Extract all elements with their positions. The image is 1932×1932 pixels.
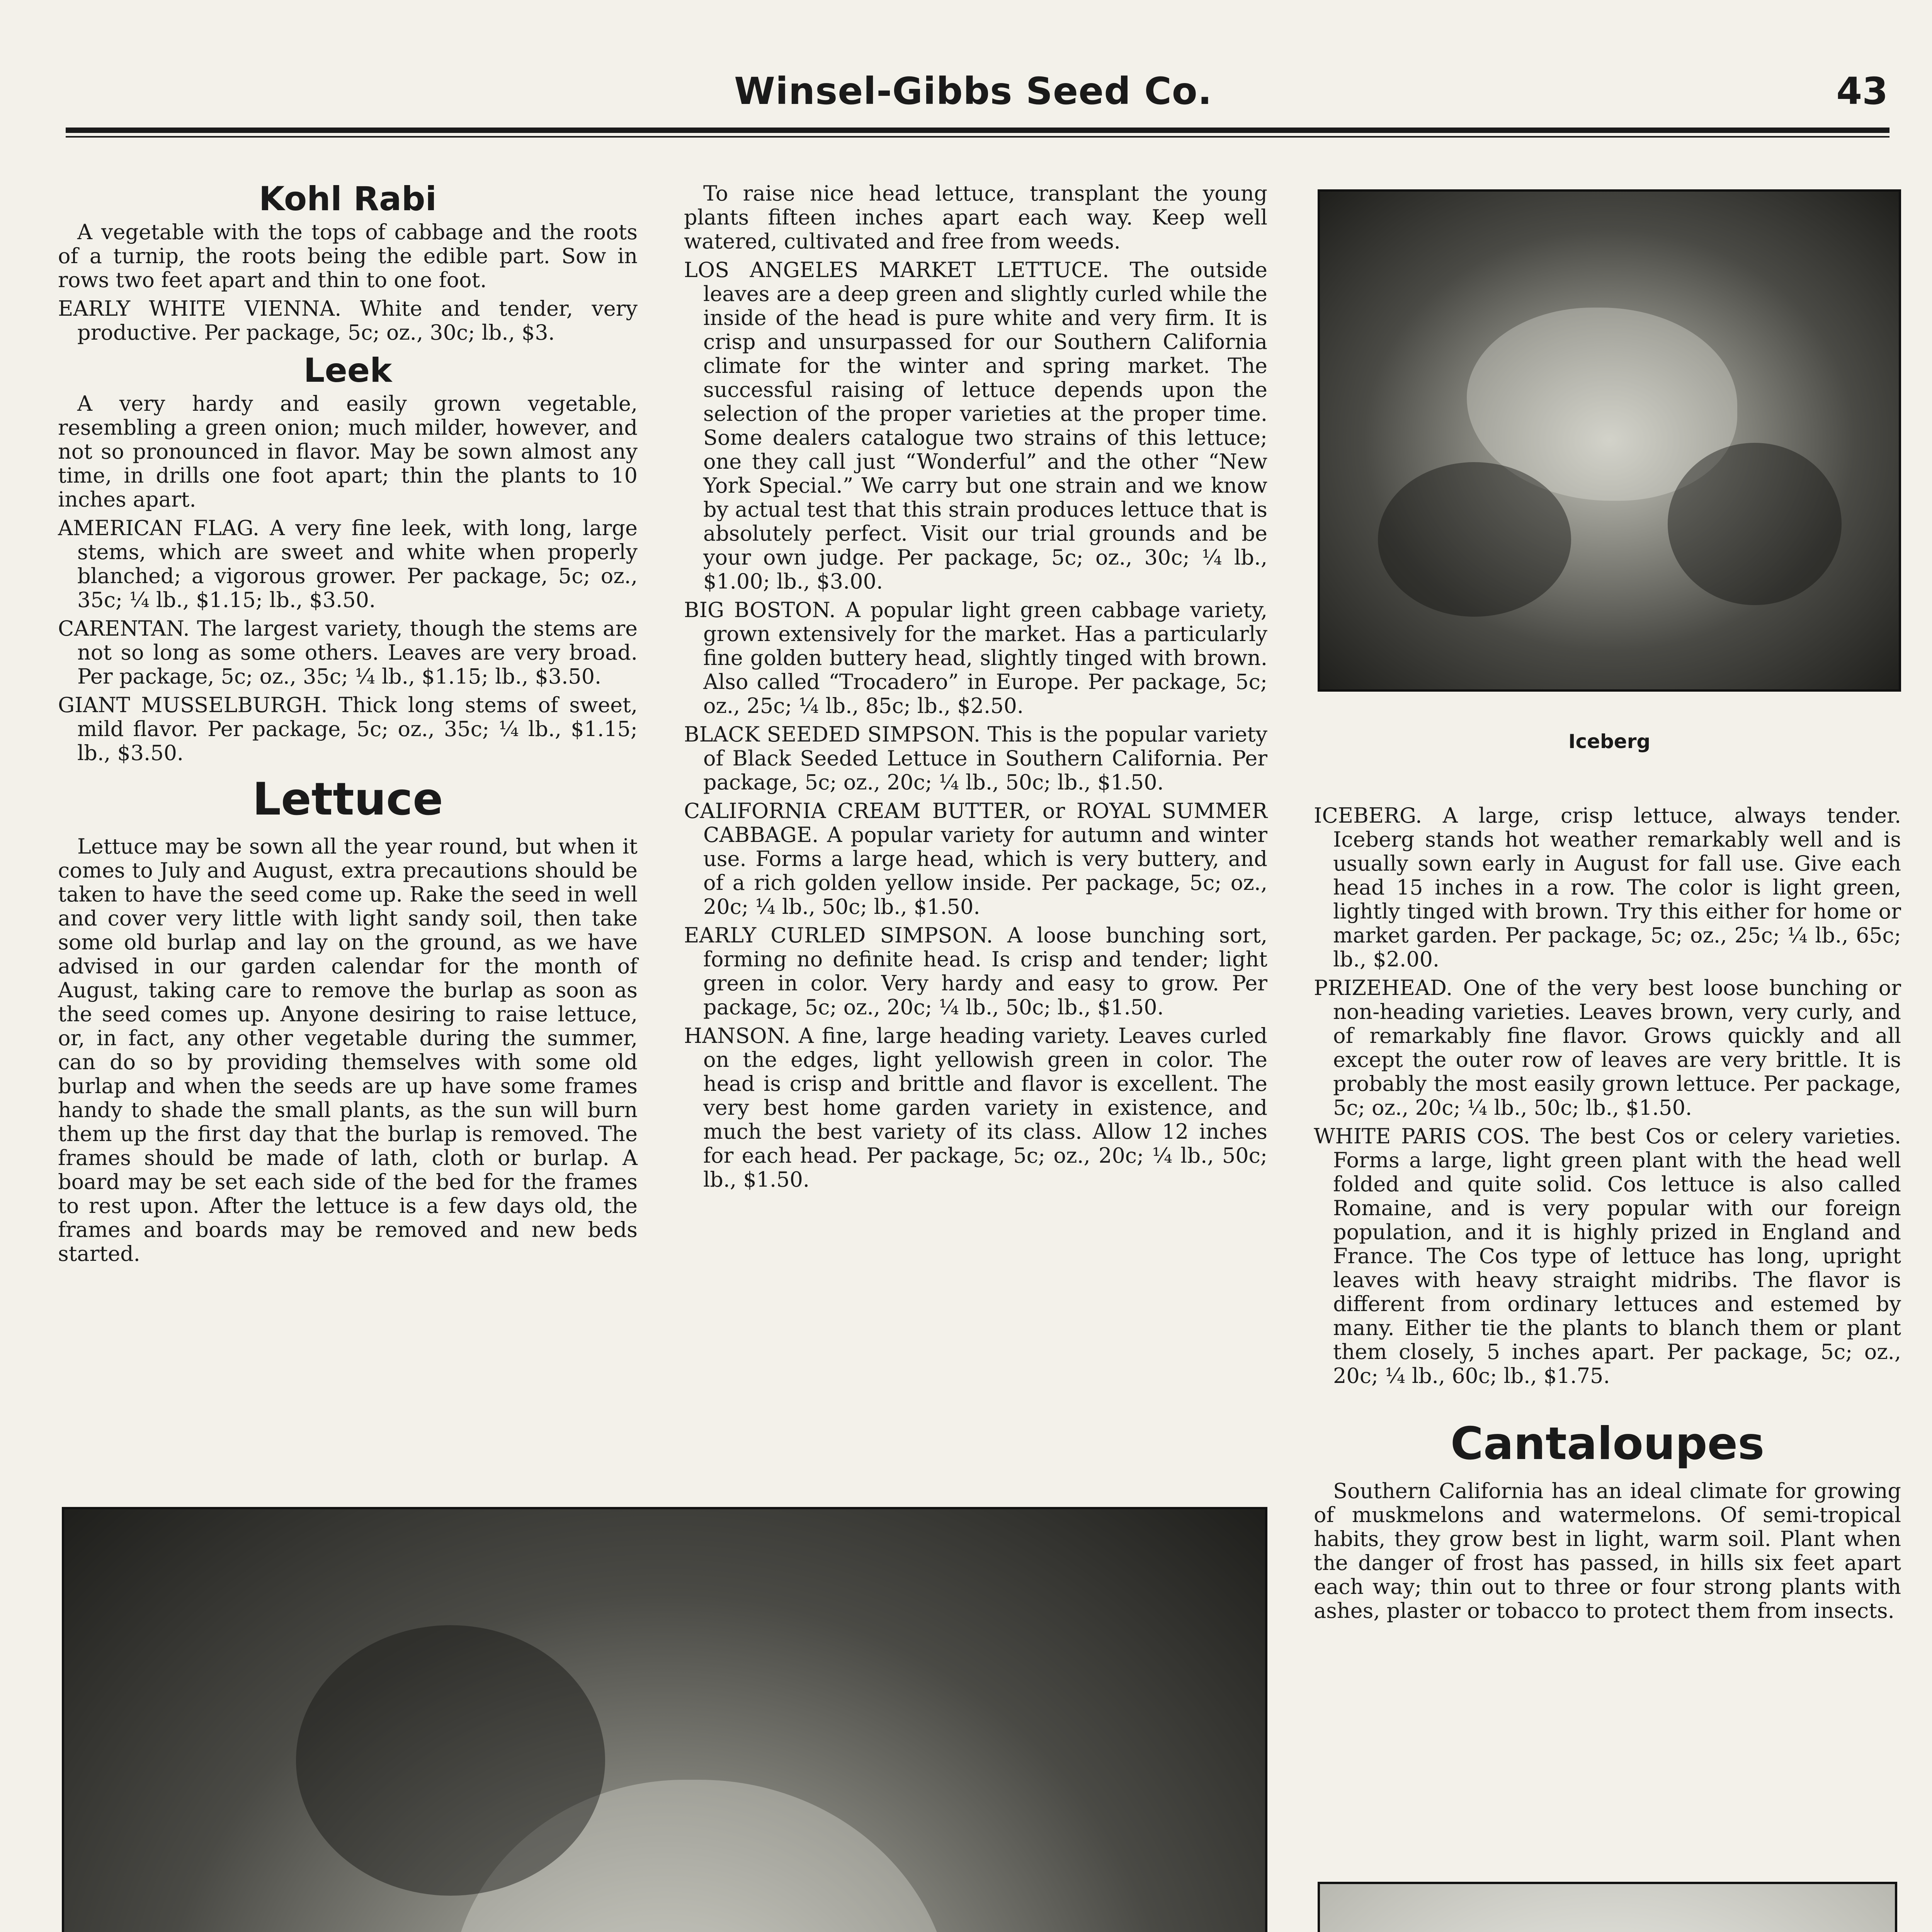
prizehead: PRIZEHEAD. One of the very best loose bunching or non-heading varieties. Leaves brown, very curly, and of remarkably fine flavor. Grows quickly and all except the outer row of leaves are very brittle. It is probably the most easily grown lettuce. Per package, 5c; oz., 20c; ¼ lb., 50c; lb., $1.50.	[1314, 976, 1901, 1120]
cantaloupes-heading: Cantaloupes	[1450, 1418, 1765, 1470]
leaf-shadow-shape	[1668, 443, 1842, 605]
leek-intro: A very hardy and easily grown vegetable, resembling a green onion; much milder, however, and not so pronounced in flavor. May be sown almost any time, in drills one foot apart; thin the plants to 10 inches apart.	[58, 391, 638, 512]
burrells-gem-photo	[1318, 1882, 1897, 1932]
column-right	[1314, 804, 1901, 1628]
black-seeded-simpson: BLACK SEEDED SIMPSON. This is the popular variety of Black Seeded Lettuce in Southern California. Per package, 5c; oz., 20c; ¼ lb., 50c; lb., $1.50.	[684, 722, 1267, 794]
white-paris-cos: WHITE PARIS COS. The best Cos or celery varieties. Forms a large, light green plant with the head well folded and quite solid. Cos lettuce is also called Romaine, and is very popular with our foreign population, and it is highly prized in England and France. The Cos type of lettuce has long, upright leaves with heavy straight midribs. The flavor is different from ordinary lettuces and estemed by many. Either tie the plants to blanch them or plant them closely, 5 inches apart. Per package, 5c; oz., 20c; ¼ lb., 60c; lb., $1.75.	[1314, 1124, 1901, 1388]
iceberg-description: ICEBERG. A large, crisp lettuce, always tender. Iceberg stands hot weather remarkably well and is usually sown early in August for fall use. Give each head 15 inches in a row. The color is light green, lightly tinged with brown. Try this either for home or market garden. Per package, 5c; oz., 25c; ¼ lb., 65c; lb., $2.00.	[1314, 803, 1901, 971]
page-number: 43	[1836, 70, 1888, 113]
cantaloupes-intro: Southern California has an ideal climate for growing of muskmelons and watermelons. Of semi-tropical habits, they grow best in light, warm soil. Plant when the danger of frost has passed, in hills six feet apart each way; thin out to three or four strong plants with ashes, plaster or tobacco to protect them from insects.	[1314, 1479, 1901, 1623]
leek-giant-musselburgh: GIANT MUSSELBURGH. Thick long stems of sweet, mild flavor. Per package, 5c; oz., 35c; ¼ lb., $1.15; lb., $3.50.	[58, 693, 638, 765]
iceberg-photo	[1318, 189, 1901, 692]
lettuce-intro: Lettuce may be sown all the year round, but when it comes to July and August, extra precautions should be taken to have the seed come up. Rake the seed in well and cover very little with light sandy soil, then take some old burlap and lay on the ground, as we have advised in our garden calendar for the month of August, taking care to remove the burlap as soon as the seed comes up. Anyone desiring to raise lettuce, or, in fact, any other vegetable during the summer, can do so by providing themselves with some old burlap and when the seeds are up have some frames handy to shade the small plants, as the sun will burn them up the first day that the burlap is removed. The frames should be made of lath, cloth or burlap. A board may be set each side of the bed for the frames to rest upon. After the lettuce is a few days old, the frames and boards may be removed and new beds started.	[58, 834, 638, 1266]
hanson: HANSON. A fine, large heading variety. Leaves curled on the edges, light yellowish green in color. The head is crisp and brittle and flavor is excellent. The very best home garden variety in existence, and much the best variety of its class. Allow 12 inches for each head. Per package, 5c; oz., 20c; ¼ lb., 50c; lb., $1.50.	[684, 1024, 1267, 1192]
california-cream-butter: CALIFORNIA CREAM BUTTER, or ROYAL SUMMER CABBAGE. A popular variety for autumn and winter use. Forms a large head, which is very buttery, and of a rich golden yellow inside. Per package, 5c; oz., 20c; ¼ lb., 50c; lb., $1.50.	[684, 799, 1267, 919]
los-angeles-market-lettuce: LOS ANGELES MARKET LETTUCE. The outside leaves are a deep green and slightly curled while the inside of the head is pure white and very firm. It is crisp and unsurpassed for our Southern California climate for the winter and spring market. The successful raising of lettuce depends upon the selection of the proper varieties at the proper time. Some dealers catalogue two strains of this lettuce; one they call just “Wonderful” and the other “New York Special.” We carry but one strain and we know by actual test that this strain produces lettuce that is absolutely perfect. Visit our trial grounds and be your own judge. Per package, 5c; oz., 30c; ¼ lb., $1.00; lb., $3.00.	[684, 258, 1267, 594]
leek-carentan: CARENTAN. The largest variety, though the stems are not so long as some others. Leaves are very broad. Per package, 5c; oz., 35c; ¼ lb., $1.15; lb., $3.50.	[58, 616, 638, 689]
los-angeles-market-lettuce-photo	[62, 1507, 1267, 1932]
leaf-shadow-shape	[296, 1625, 605, 1896]
leek-american-flag: AMERICAN FLAG. A very fine leek, with long, large stems, which are sweet and white when properly blanched; a vigorous grower. Per package, 5c; oz., 35c; ¼ lb., $1.15; lb., $3.50.	[58, 516, 638, 612]
leek-heading: Leek	[303, 351, 392, 390]
leaf-shadow-shape	[1378, 462, 1571, 617]
iceberg-caption: Iceberg	[1568, 730, 1651, 753]
kohlrabi-heading: Kohl Rabi	[259, 180, 437, 218]
lettuce-heading: Lettuce	[252, 773, 443, 825]
kohlrabi-early-white-vienna: EARLY WHITE VIENNA. White and tender, very productive. Per package, 5c; oz., 30c; lb., $3.	[58, 296, 638, 345]
kohlrabi-intro: A vegetable with the tops of cabbage and the roots of a turnip, the roots being the edible part. Sow in rows two feet apart and thin to one foot.	[58, 220, 638, 292]
column-middle	[684, 182, 1267, 1196]
page-header-title: Winsel-Gibbs Seed Co.	[734, 70, 1213, 113]
header-rule	[66, 128, 1889, 133]
header-rule-thin	[66, 136, 1889, 138]
column-left	[58, 178, 638, 1270]
big-boston: BIG BOSTON. A popular light green cabbage variety, grown extensively for the market. Has a particularly fine golden buttery head, slightly tinged with brown. Also called “Trocadero” in Europe. Per package, 5c; oz., 25c; ¼ lb., 85c; lb., $2.50.	[684, 598, 1267, 718]
early-curled-simpson: EARLY CURLED SIMPSON. A loose bunching sort, forming no definite head. Is crisp and tender; light green in color. Very hardy and easy to grow. Per package, 5c; oz., 20c; ¼ lb., 50c; lb., $1.50.	[684, 923, 1267, 1019]
lettuce-transplant-note: To raise nice head lettuce, transplant the young plants fifteen inches apart each way. Keep well watered, cultivated and free from weeds.	[684, 181, 1267, 253]
